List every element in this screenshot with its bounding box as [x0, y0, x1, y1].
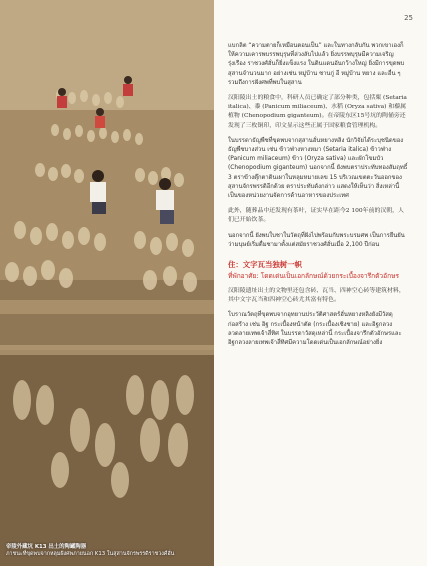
text-column: [228, 42, 408, 354]
paragraph-thai-4: โบราณวัตถุที่ขุดพบจากอุทยานประวัติศาสตร์ฮั่นหยางหลิงยังมีวัสดุก่อสร้าง เช่น อิฐ กระเบื้องหน้าตัด (กระเบื้องเชิงชาย) และอิฐกลวงลวดลายเทพเจ้าสี่ทิศ ในบรรดาวัสดุเหล่านี้ กระเบื้องจารึกตัวอักษรและอิฐกลวงลายเทพเจ้าสี่ทิศมีความโดดเด่นเป็นเอกลักษณ์อย่างยิ่ง: [228, 312, 402, 347]
paragraph-chinese-2: 此外，随葬品中还发现有茶叶，证实早在距今2 100年前的汉朝，人们已开始饮茶。: [228, 208, 404, 224]
section-title-chinese: 住：文字瓦当独树一帜: [228, 260, 302, 270]
paragraph-chinese-1: 汉阳陵出土的粮食中，科研人员已确定了部分种类，包括粟 (Setaria italica)、黍 (Panicum miliaceum)、水稻 (Oryza sativa) 和藜属植物 (Chenopodium giganteum)。在帝陵东区15号坑的陶俑旁还发现了三枚铜印，印文显示这些正属于国家粮食管理机构。: [228, 95, 407, 129]
photo-caption: [6, 544, 206, 558]
paragraph-thai-3: นอกจากนี้ ยังพบใบชาในวัตถุที่ฝังไปพร้อมกับพระบรมศพ เป็นการยืนยันว่ามนุษย์เริ่มดื่มชามาตั้งแต่สมัยราชวงศ์ฮั่นเมื่อ 2,100 ปีก่อน: [228, 232, 405, 248]
paragraph-thai-2: ในบรรดาธัญพืชที่ขุดพบจากสุสานฮั่นหยางหลิง นักวิจัยได้ระบุชนิดของธัญพืชบางส่วน เช่น ข้าวฟ่างหางหมา (Setaria italica) ข้าวฟ่าง (Panicum miliaceum) ข้าว (Oryza sativa) และผักโขมบัว (Chenopodium giganteum) นอกจากนี้ ยังพบตราประทับทองสัมฤทธิ์ 3 ตราข้างตุ๊กตาดินเผาในหลุมหมายเลข 15 บริเวณเขตตะวันออกของสุสานจักรพรรดิอีกด้วย ตราประทับดังกล่าว แสดงให้เห็นว่า สิ่งเหล่านี้เป็นของหน่วยงานจัดการด้านอาหารของประเทศ: [228, 137, 408, 200]
paragraph-chinese-3: 汉阳陵遗址出土的文物里还包含砖、瓦当、四神空心砖等建筑材料，其中文字瓦当和四神空心砖尤其富有特色。: [228, 288, 405, 304]
paragraph-thai-1: แบกลิต “ความตายก็เหมือนตอนเป็น” และในทางกลับกัน พวกเขาเองก็ให้ความเคารพบรรพบุรุษที่ล่วงลับไปแล้ว ยิ่งบรรพบุรุษมีความเจริญรุ่งเรือง ราชวงศ์ฮั่นก็ยิ่งแข็งแรง ในดินแดนอันกว้างใหญ่ ยิ่งมีการขุดพบสุสานจำนวนมาก อย่างเช่น หมู่บ้าน ซานกู่ อี หมู่บ้าน หยาง และอื่น ๆ รวมถึงการฝังศพที่พบในสุสาน: [228, 43, 405, 86]
caption-chinese: 帝陵外藏坑 K13 出土的陶罐陶器: [6, 544, 87, 550]
section-title-thai: ที่พักอาศัย: โดดเด่นเป็นเอกลักษณ์ด้วยกระเบื้องจารึกตัวอักษร: [228, 272, 399, 281]
page-number: 25: [404, 14, 413, 22]
caption-thai: ภาชนะที่ขุดพบจากหลุมฝังศพภายนอก K13 ในสุสานจักรพรรดิราชวงศ์ฮั่น: [6, 551, 175, 557]
